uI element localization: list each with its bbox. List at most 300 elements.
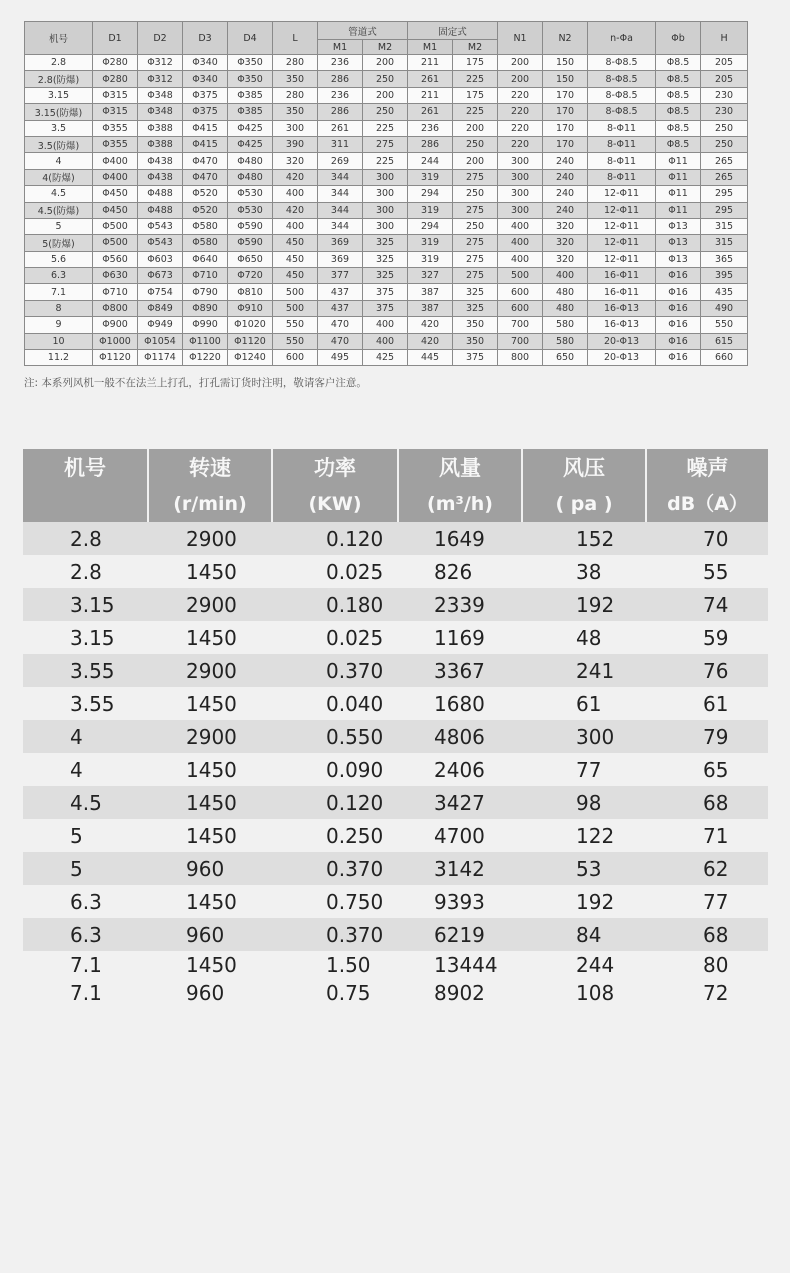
table-cell: 400 <box>273 186 318 202</box>
table-cell: 387 <box>408 284 453 300</box>
table-cell: Φ16 <box>656 284 701 300</box>
table-cell: Φ280 <box>93 55 138 71</box>
subheader-cell: M2 <box>363 40 408 55</box>
table-cell: 200 <box>498 71 543 87</box>
table-cell: Φ11 <box>656 153 701 169</box>
table-cell: 550 <box>273 333 318 349</box>
table-cell: Φ400 <box>93 169 138 185</box>
table-cell: 241 <box>576 658 615 683</box>
table-cell: Φ8.5 <box>656 136 701 152</box>
table-cell: Φ375 <box>183 87 228 103</box>
table-cell: 16-Φ11 <box>588 268 656 284</box>
table-cell: Φ488 <box>138 202 183 218</box>
header-cell <box>397 449 521 522</box>
table-row <box>23 621 768 654</box>
table-cell: Φ470 <box>183 169 228 185</box>
header-cell: N1 <box>498 22 543 55</box>
table-cell: 8 <box>25 300 93 316</box>
table-cell: Φ355 <box>93 136 138 152</box>
table-cell: 68 <box>703 922 729 947</box>
table-cell: 77 <box>576 757 602 782</box>
table-cell: 11.2 <box>25 350 93 366</box>
table-cell: Φ790 <box>183 284 228 300</box>
table-cell: 5 <box>25 218 93 234</box>
table-cell: Φ13 <box>656 251 701 267</box>
table-cell: 240 <box>543 153 588 169</box>
table-cell: 61 <box>703 691 729 716</box>
table-cell: Φ543 <box>138 218 183 234</box>
table-cell: 280 <box>273 87 318 103</box>
table-cell: Φ590 <box>228 218 273 234</box>
table-row <box>25 284 748 300</box>
table-cell: Φ280 <box>93 71 138 87</box>
table-cell: 325 <box>453 284 498 300</box>
table-cell: 311 <box>318 136 363 152</box>
table-cell: 1450 <box>186 757 237 782</box>
table-cell: 230 <box>701 104 748 120</box>
table-cell: 4 <box>70 757 83 782</box>
table-cell: 70 <box>703 526 729 551</box>
table-cell: 0.025 <box>326 625 384 650</box>
table-cell: 387 <box>408 300 453 316</box>
table-cell: 200 <box>453 120 498 136</box>
table-cell: 74 <box>703 592 729 617</box>
table-cell: 300 <box>498 202 543 218</box>
table-cell: 71 <box>703 823 729 848</box>
table-cell: 7.1 <box>70 953 102 977</box>
table-cell: 175 <box>453 87 498 103</box>
table-cell: 53 <box>576 856 602 881</box>
table-cell: Φ530 <box>228 202 273 218</box>
table-cell: 261 <box>408 71 453 87</box>
table-cell: 500 <box>273 284 318 300</box>
table-row <box>23 588 768 621</box>
table-cell: 300 <box>363 169 408 185</box>
table-cell: 59 <box>703 625 729 650</box>
table-cell: 0.370 <box>326 922 384 947</box>
table-row <box>25 235 748 251</box>
table-cell: Φ1120 <box>93 350 138 366</box>
table-cell: 4(防爆) <box>25 169 93 185</box>
table-cell: 4806 <box>434 724 485 749</box>
table-row <box>25 186 748 202</box>
table-cell: Φ500 <box>93 235 138 251</box>
table-cell: 375 <box>363 284 408 300</box>
table-cell: 300 <box>498 153 543 169</box>
table-cell: Φ438 <box>138 169 183 185</box>
table-row <box>25 136 748 152</box>
table-row <box>25 350 748 366</box>
table-cell: 1450 <box>186 889 237 914</box>
table-cell: 300 <box>363 186 408 202</box>
table-cell: 550 <box>273 317 318 333</box>
table-cell: Φ13 <box>656 218 701 234</box>
table-cell: 325 <box>363 268 408 284</box>
table-cell: 269 <box>318 153 363 169</box>
table-cell: 12-Φ11 <box>588 218 656 234</box>
table-cell: 327 <box>408 268 453 284</box>
table-cell: Φ16 <box>656 317 701 333</box>
table-row <box>25 87 748 103</box>
table-cell: 550 <box>701 317 748 333</box>
table-cell: 261 <box>408 104 453 120</box>
table-cell: Φ1174 <box>138 350 183 366</box>
table-row <box>25 104 748 120</box>
table-cell: Φ8.5 <box>656 120 701 136</box>
table-row <box>23 885 768 918</box>
table-cell: 80 <box>703 953 729 977</box>
table-cell: 0.025 <box>326 559 384 584</box>
table-cell: 6.3 <box>70 922 102 947</box>
table-cell: 76 <box>703 658 729 683</box>
table-cell: 377 <box>318 268 363 284</box>
table-cell: 437 <box>318 284 363 300</box>
table-cell: 437 <box>318 300 363 316</box>
header-cell <box>521 449 645 522</box>
table-cell: 20-Φ13 <box>588 333 656 349</box>
table-cell: Φ450 <box>93 186 138 202</box>
table-cell: 61 <box>576 691 602 716</box>
table-cell: 8-Φ11 <box>588 153 656 169</box>
table-cell: Φ312 <box>138 71 183 87</box>
table-cell: 325 <box>363 251 408 267</box>
table-cell: 211 <box>408 55 453 71</box>
table-cell: 265 <box>701 169 748 185</box>
table-cell: 365 <box>701 251 748 267</box>
table-cell: Φ500 <box>93 218 138 234</box>
table-cell: 8-Φ11 <box>588 136 656 152</box>
table-cell: 170 <box>543 120 588 136</box>
table-cell: 1450 <box>186 691 237 716</box>
header-unit: (r/min) <box>173 492 247 515</box>
table-cell: Φ520 <box>183 186 228 202</box>
table-cell: 6219 <box>434 922 485 947</box>
table-cell: 250 <box>363 71 408 87</box>
table-cell: 3.15 <box>70 592 115 617</box>
table-cell: Φ375 <box>183 104 228 120</box>
table-cell: 5(防爆) <box>25 235 93 251</box>
table-cell: 0.370 <box>326 658 384 683</box>
table-cell: Φ1100 <box>183 333 228 349</box>
subheader-cell: M2 <box>453 40 498 55</box>
table-cell: 286 <box>318 104 363 120</box>
table-cell: 205 <box>701 71 748 87</box>
table-cell: 300 <box>576 724 615 749</box>
table-cell: Φ1220 <box>183 350 228 366</box>
header-unit: ( pa ) <box>555 492 613 515</box>
table-cell: 350 <box>453 317 498 333</box>
table-cell: 8902 <box>434 981 485 1005</box>
table-cell: 6.3 <box>70 889 102 914</box>
table-cell: 960 <box>186 981 225 1005</box>
table-cell: 319 <box>408 169 453 185</box>
header-title: 转速 <box>189 455 231 480</box>
table-cell: Φ530 <box>228 186 273 202</box>
table-cell: 13444 <box>434 953 498 977</box>
table-row <box>23 654 768 687</box>
table-cell: 295 <box>701 186 748 202</box>
table-cell: 500 <box>498 268 543 284</box>
table-cell: 0.550 <box>326 724 384 749</box>
table-cell: 4.5(防爆) <box>25 202 93 218</box>
table-cell: Φ425 <box>228 136 273 152</box>
table-row <box>25 218 748 234</box>
table-cell: 220 <box>498 136 543 152</box>
table-cell: 300 <box>363 202 408 218</box>
table-cell: 2900 <box>186 724 237 749</box>
header-group-fixed: 固定式 <box>408 22 498 40</box>
table-cell: 425 <box>363 350 408 366</box>
table-cell: Φ348 <box>138 87 183 103</box>
table-cell: 445 <box>408 350 453 366</box>
table-cell: 2.8(防爆) <box>25 71 93 87</box>
table-cell: 244 <box>408 153 453 169</box>
table-cell: 1680 <box>434 691 485 716</box>
table-cell: 6.3 <box>25 268 93 284</box>
table-cell: 395 <box>701 268 748 284</box>
header-unit: (KW) <box>308 492 362 515</box>
table-cell: 295 <box>701 202 748 218</box>
table-cell: Φ720 <box>228 268 273 284</box>
table-cell: Φ520 <box>183 202 228 218</box>
table-cell: Φ388 <box>138 136 183 152</box>
table-cell: Φ385 <box>228 104 273 120</box>
table-cell: 5 <box>70 823 83 848</box>
table-cell: 3.15 <box>70 625 115 650</box>
table-cell: 250 <box>453 136 498 152</box>
table-cell: 3367 <box>434 658 485 683</box>
header-unit: dB（A） <box>667 492 748 515</box>
table-cell: 220 <box>498 87 543 103</box>
header-title: 风压 <box>563 455 605 480</box>
header-cell <box>147 449 271 522</box>
table-cell: 2339 <box>434 592 485 617</box>
table-cell: 294 <box>408 218 453 234</box>
table-cell: 325 <box>453 300 498 316</box>
table-cell: 450 <box>273 268 318 284</box>
table-cell: Φ16 <box>656 268 701 284</box>
table-cell: Φ1020 <box>228 317 273 333</box>
table-cell: 108 <box>576 981 615 1005</box>
table-cell: Φ8.5 <box>656 104 701 120</box>
table-cell: Φ8.5 <box>656 87 701 103</box>
table-cell: Φ348 <box>138 104 183 120</box>
table-cell: 2900 <box>186 658 237 683</box>
table-cell: 286 <box>318 71 363 87</box>
table-cell: Φ8.5 <box>656 55 701 71</box>
table-cell: 280 <box>273 55 318 71</box>
table-cell: 236 <box>318 87 363 103</box>
table-cell: 420 <box>408 333 453 349</box>
table-cell: 2900 <box>186 526 237 551</box>
header-group-pipe: 管道式 <box>318 22 408 40</box>
table-cell: Φ355 <box>93 120 138 136</box>
table-cell: Φ590 <box>228 235 273 251</box>
table-cell: 400 <box>363 333 408 349</box>
table-cell: 5.6 <box>25 251 93 267</box>
table-row <box>25 317 748 333</box>
footnote: 注: 本系列风机一般不在法兰上打孔，打孔需订货时注明，敬请客户注意。 <box>24 377 367 389</box>
table-cell: Φ1000 <box>93 333 138 349</box>
table-cell: Φ388 <box>138 120 183 136</box>
table-cell: 150 <box>543 55 588 71</box>
table-cell: 826 <box>434 559 473 584</box>
performance-table <box>23 449 768 1007</box>
table-cell: Φ480 <box>228 153 273 169</box>
table-cell: 240 <box>543 186 588 202</box>
table-cell: Φ385 <box>228 87 273 103</box>
table-row <box>25 333 748 349</box>
table-cell: 1169 <box>434 625 485 650</box>
header-title: 功率 <box>314 455 356 480</box>
table-cell: 9393 <box>434 889 485 914</box>
table-cell: 1450 <box>186 625 237 650</box>
table-cell: 0.040 <box>326 691 384 716</box>
table-cell: 62 <box>703 856 729 881</box>
table-cell: 0.180 <box>326 592 384 617</box>
table-row <box>23 786 768 819</box>
table-cell: 250 <box>453 186 498 202</box>
table-row <box>23 522 768 555</box>
table-cell: 344 <box>318 186 363 202</box>
table-cell: Φ340 <box>183 71 228 87</box>
table-cell: Φ16 <box>656 333 701 349</box>
table-cell: 65 <box>703 757 729 782</box>
table-cell: 192 <box>576 592 615 617</box>
subheader-cell: M1 <box>408 40 453 55</box>
table-cell: Φ16 <box>656 350 701 366</box>
table-cell: 225 <box>453 104 498 120</box>
table-cell: Φ315 <box>93 87 138 103</box>
table-cell: 350 <box>273 104 318 120</box>
performance-header-row <box>23 449 768 522</box>
table-cell: 8-Φ8.5 <box>588 71 656 87</box>
table-row <box>25 71 748 87</box>
table-cell: 240 <box>543 169 588 185</box>
table-cell: 5 <box>70 856 83 881</box>
table-cell: 490 <box>701 300 748 316</box>
table-cell: Φ580 <box>183 218 228 234</box>
header-cell <box>23 449 147 522</box>
header-title: 机号 <box>64 455 106 480</box>
table-cell: 12-Φ11 <box>588 251 656 267</box>
table-cell: Φ1120 <box>228 333 273 349</box>
header-cell: N2 <box>543 22 588 55</box>
table-cell: 192 <box>576 889 615 914</box>
header-cell <box>271 449 397 522</box>
table-cell: 319 <box>408 235 453 251</box>
table-cell: 615 <box>701 333 748 349</box>
table-cell: Φ640 <box>183 251 228 267</box>
table-cell: 350 <box>273 71 318 87</box>
table-cell: 344 <box>318 169 363 185</box>
table-cell: 400 <box>498 218 543 234</box>
table-cell: 48 <box>576 625 602 650</box>
table-row <box>25 251 748 267</box>
table-cell: Φ754 <box>138 284 183 300</box>
table-cell: 4.5 <box>70 790 102 815</box>
table-cell: 20-Φ13 <box>588 350 656 366</box>
header-title: 噪声 <box>686 455 729 480</box>
table-cell: 3.15 <box>25 87 93 103</box>
header-cell: D4 <box>228 22 273 55</box>
table-cell: 315 <box>701 235 748 251</box>
table-cell: 400 <box>498 251 543 267</box>
table-cell: 16-Φ13 <box>588 317 656 333</box>
table-cell: 16-Φ13 <box>588 300 656 316</box>
table-cell: Φ1054 <box>138 333 183 349</box>
table-cell: Φ603 <box>138 251 183 267</box>
table-cell: 240 <box>543 202 588 218</box>
table-cell: 275 <box>453 169 498 185</box>
performance-table-body <box>23 522 768 1007</box>
table-cell: 300 <box>498 169 543 185</box>
table-cell: Φ710 <box>93 284 138 300</box>
table-cell: 3.5 <box>25 120 93 136</box>
table-row <box>23 687 768 720</box>
table-cell: Φ400 <box>93 153 138 169</box>
table-cell: 580 <box>543 333 588 349</box>
table-cell: 265 <box>701 153 748 169</box>
table-cell: 225 <box>363 120 408 136</box>
table-row <box>25 202 748 218</box>
header-cell: D2 <box>138 22 183 55</box>
table-cell: 960 <box>186 856 225 881</box>
table-cell: 420 <box>273 202 318 218</box>
table-row <box>23 979 768 1007</box>
table-cell: 225 <box>453 71 498 87</box>
table-cell: 1.50 <box>326 953 371 977</box>
table-cell: 250 <box>701 136 748 152</box>
table-row <box>23 951 768 979</box>
table-cell: 319 <box>408 251 453 267</box>
table-cell: 12-Φ11 <box>588 235 656 251</box>
table-cell: 200 <box>363 87 408 103</box>
table-cell: Φ415 <box>183 120 228 136</box>
subheader-cell: M1 <box>318 40 363 55</box>
table-cell: 7.1 <box>25 284 93 300</box>
table-cell: Φ710 <box>183 268 228 284</box>
table-cell: 77 <box>703 889 729 914</box>
table-cell: 320 <box>543 235 588 251</box>
table-cell: 420 <box>273 169 318 185</box>
table-cell: 8-Φ11 <box>588 169 656 185</box>
table-cell: 152 <box>576 526 615 551</box>
table-cell: 8-Φ8.5 <box>588 55 656 71</box>
table-cell: 344 <box>318 202 363 218</box>
table-cell: 3427 <box>434 790 485 815</box>
table-cell: 2406 <box>434 757 485 782</box>
header-cell <box>645 449 768 522</box>
table-cell: 450 <box>273 251 318 267</box>
table-cell: Φ8.5 <box>656 71 701 87</box>
header-cell: Φb <box>656 22 701 55</box>
dimensions-table <box>24 21 748 366</box>
table-cell: 294 <box>408 186 453 202</box>
table-cell: Φ450 <box>93 202 138 218</box>
table-cell: 3.5(防爆) <box>25 136 93 152</box>
table-cell: 8-Φ8.5 <box>588 104 656 120</box>
table-cell: Φ11 <box>656 169 701 185</box>
table-cell: 0.250 <box>326 823 384 848</box>
table-cell: 1450 <box>186 790 237 815</box>
table-cell: 700 <box>498 333 543 349</box>
table-cell: Φ11 <box>656 186 701 202</box>
header-cell: D3 <box>183 22 228 55</box>
table-cell: Φ890 <box>183 300 228 316</box>
table-cell: 600 <box>498 300 543 316</box>
table-cell: Φ543 <box>138 235 183 251</box>
